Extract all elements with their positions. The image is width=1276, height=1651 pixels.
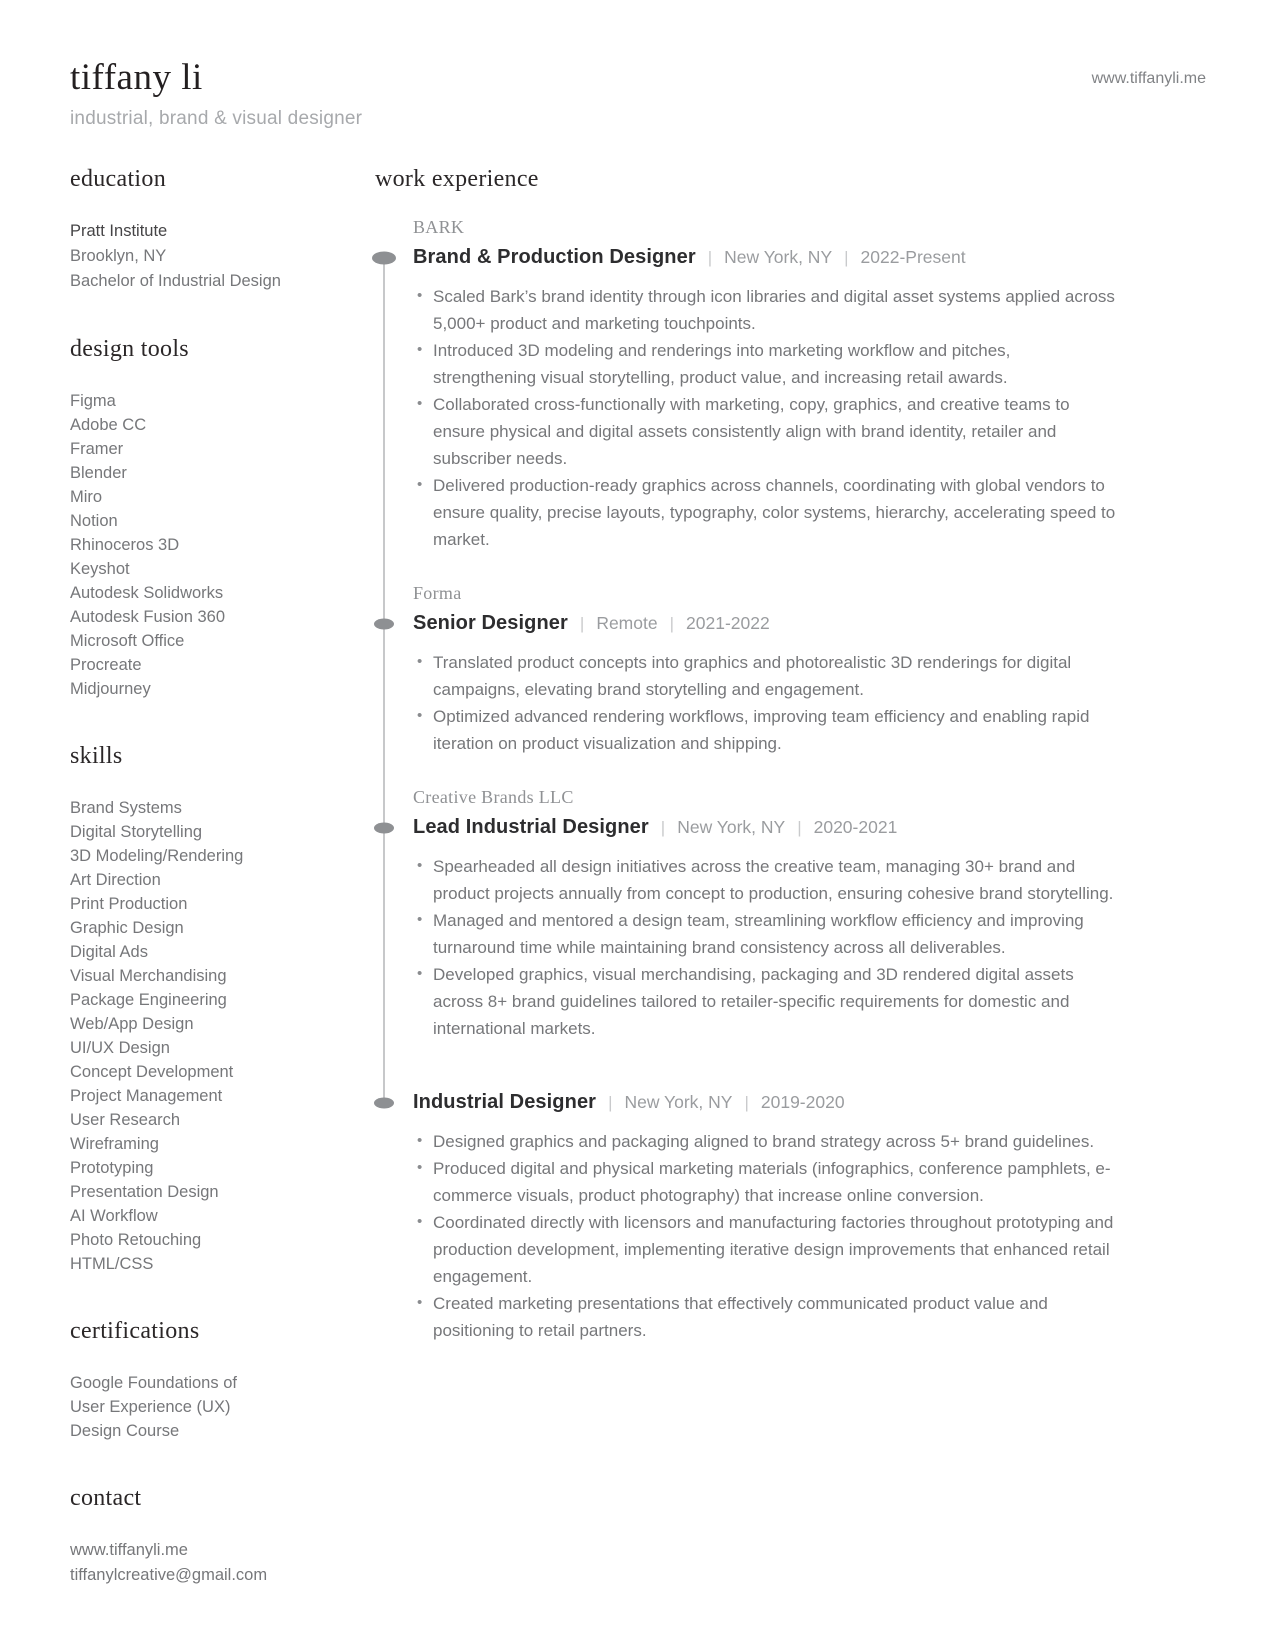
job-bullet: • Developed graphics, visual merchandising, packaging and 3D rendered digital assets across 8+ brand guidelines tailored to retailer-specific requirements for domestic and international markets. bbox=[413, 961, 1118, 1042]
job-location: New York, NY bbox=[724, 247, 833, 267]
website-link[interactable]: www.tiffanyli.me bbox=[1091, 70, 1206, 87]
separator: | bbox=[608, 1093, 613, 1112]
job-bullets bbox=[413, 1128, 1118, 1344]
job-dates: 2021-2022 bbox=[686, 613, 770, 633]
job-bullet: • Coordinated directly with licensors and manufacturing factories throughout prototyping and production development, implementing iterative design improvements that enhanced retail engagement. bbox=[413, 1209, 1118, 1290]
certifications-section bbox=[70, 1318, 375, 1443]
design-tool-item: Notion bbox=[70, 512, 118, 530]
job-bullet: • Scaled Bark’s brand identity through icon libraries and digital asset systems applied across 5,000+ product and marketing touchpoints. bbox=[413, 283, 1118, 337]
job-bullet: • Designed graphics and packaging aligned to brand strategy across 5+ brand guidelines. bbox=[413, 1128, 1118, 1155]
skill-item: 3D Modeling/Rendering bbox=[70, 847, 244, 865]
job-role: Industrial Designer bbox=[413, 1091, 597, 1113]
separator: | bbox=[579, 614, 585, 633]
contact-email-link[interactable]: tiffanylcreative@gmail.com bbox=[70, 1566, 268, 1584]
education-section bbox=[70, 166, 375, 294]
contact-title: contact bbox=[70, 1485, 142, 1511]
job-company: Creative Brands LLC bbox=[413, 787, 574, 807]
timeline-dot-icon bbox=[372, 251, 396, 264]
skill-item: UI/UX Design bbox=[70, 1039, 170, 1057]
work-experience-title: work experience bbox=[375, 166, 539, 192]
skill-item: Digital Storytelling bbox=[70, 823, 203, 841]
job-entry-industrial-designer bbox=[375, 1042, 1206, 1344]
job-dates: 2019-2020 bbox=[760, 1092, 845, 1112]
certification-item: Google Foundations of User Experience (UX) Design Course bbox=[70, 1374, 237, 1440]
design-tool-item: Keyshot bbox=[70, 560, 130, 578]
skill-item: Presentation Design bbox=[70, 1183, 219, 1201]
design-tool-item: Blender bbox=[70, 464, 127, 482]
design-tool-item: Miro bbox=[70, 488, 103, 506]
skill-item: HTML/CSS bbox=[70, 1255, 154, 1273]
design-tools-title: design tools bbox=[70, 336, 189, 362]
design-tool-item: Framer bbox=[70, 440, 124, 458]
job-dates: 2022-Present bbox=[860, 247, 966, 267]
header bbox=[70, 56, 1206, 130]
education-title: education bbox=[70, 166, 166, 192]
timeline-dot-icon bbox=[374, 822, 394, 833]
design-tools-list bbox=[70, 389, 375, 701]
job-location: New York, NY bbox=[624, 1092, 733, 1112]
education-degree: Bachelor of Industrial Design bbox=[70, 272, 281, 290]
skill-item: Photo Retouching bbox=[70, 1231, 202, 1249]
skill-item: Package Engineering bbox=[70, 991, 227, 1009]
job-entry-creative-brands bbox=[375, 757, 1206, 1042]
job-role-row bbox=[413, 813, 1206, 842]
contact-website-link[interactable]: www.tiffanyli.me bbox=[70, 1541, 188, 1559]
skill-item: Graphic Design bbox=[70, 919, 184, 937]
skill-item: Concept Development bbox=[70, 1063, 234, 1081]
separator: | bbox=[744, 1093, 749, 1112]
design-tool-item: Autodesk Solidworks bbox=[70, 584, 224, 602]
timeline-dot-icon bbox=[374, 1097, 394, 1108]
separator: | bbox=[707, 248, 713, 267]
contact-section bbox=[70, 1485, 375, 1588]
separator: | bbox=[660, 818, 666, 837]
job-role: Senior Designer bbox=[413, 612, 568, 634]
job-bullet: • Collaborated cross-functionally with marketing, copy, graphics, and creative teams to ensure physical and digital assets consistently align with brand identity, retailer and subscriber needs. bbox=[413, 391, 1118, 472]
job-bullet: • Introduced 3D modeling and renderings into marketing workflow and pitches, strengthening visual storytelling, product value, and increasing retail awards. bbox=[413, 337, 1118, 391]
skills-title: skills bbox=[70, 743, 123, 769]
job-entry-bark bbox=[375, 217, 1206, 553]
job-location: Remote bbox=[596, 613, 658, 633]
skill-item: Art Direction bbox=[70, 871, 161, 889]
certifications-title: certifications bbox=[70, 1318, 200, 1344]
skill-item: AI Workflow bbox=[70, 1207, 158, 1225]
design-tool-item: Rhinoceros 3D bbox=[70, 536, 180, 554]
person-title: industrial, brand & visual designer bbox=[70, 108, 363, 129]
job-bullets bbox=[413, 283, 1118, 553]
job-bullet: • Optimized advanced rendering workflows, improving team efficiency and enabling rapid iteration on product visualization and shipping. bbox=[413, 703, 1118, 757]
job-bullet: • Managed and mentored a design team, streamlining workflow efficiency and improving turnaround time while maintaining brand consistency across all deliverables. bbox=[413, 907, 1118, 961]
job-role: Lead Industrial Designer bbox=[413, 816, 649, 838]
person-name: tiffany li bbox=[70, 57, 203, 98]
design-tool-item: Midjourney bbox=[70, 680, 151, 698]
job-bullet: • Spearheaded all design initiatives across the creative team, managing 30+ brand and product projects annually from concept to production, ensuring cohesive brand storytelling. bbox=[413, 853, 1118, 907]
education-school: Pratt Institute bbox=[70, 222, 168, 240]
skills-list bbox=[70, 796, 375, 1276]
skill-item: Digital Ads bbox=[70, 943, 148, 961]
job-bullets bbox=[413, 649, 1118, 757]
left-sidebar bbox=[70, 166, 375, 1630]
job-bullet: • Delivered production-ready graphics across channels, coordinating with global vendors to ensure quality, precise layouts, typography, color systems, hierarchy, accelerating speed to market. bbox=[413, 472, 1118, 553]
skill-item: Project Management bbox=[70, 1087, 223, 1105]
skills-section bbox=[70, 743, 375, 1276]
job-bullets bbox=[413, 853, 1118, 1042]
skill-item: Brand Systems bbox=[70, 799, 182, 817]
design-tool-item: Figma bbox=[70, 392, 116, 410]
header-identity bbox=[70, 56, 362, 130]
separator: | bbox=[669, 614, 675, 633]
design-tool-item: Autodesk Fusion 360 bbox=[70, 608, 226, 626]
job-role-row bbox=[413, 1088, 1206, 1117]
skill-item: Web/App Design bbox=[70, 1015, 194, 1033]
job-company: BARK bbox=[413, 217, 465, 237]
education-location: Brooklyn, NY bbox=[70, 247, 167, 265]
skill-item: Print Production bbox=[70, 895, 188, 913]
job-dates: 2020-2021 bbox=[813, 817, 898, 837]
skill-item: User Research bbox=[70, 1111, 181, 1129]
separator: | bbox=[844, 248, 849, 267]
skill-item: Visual Merchandising bbox=[70, 967, 227, 985]
job-bullet: • Created marketing presentations that effectively communicated product value and positioning to retail partners. bbox=[413, 1290, 1118, 1344]
design-tool-item: Microsoft Office bbox=[70, 632, 185, 650]
job-role: Brand & Production Designer bbox=[413, 246, 696, 268]
design-tool-item: Procreate bbox=[70, 656, 142, 674]
jobs-timeline bbox=[375, 217, 1206, 1344]
design-tool-item: Adobe CC bbox=[70, 416, 147, 434]
job-location: New York, NY bbox=[677, 817, 786, 837]
job-company: Forma bbox=[413, 583, 462, 603]
job-role-row bbox=[413, 609, 1206, 638]
skill-item: Wireframing bbox=[70, 1135, 159, 1153]
skill-item: Prototyping bbox=[70, 1159, 154, 1177]
job-bullet: • Produced digital and physical marketing materials (infographics, conference pamphlets, e-commerce visuals, product photography) that increase online conversion. bbox=[413, 1155, 1118, 1209]
job-role-row bbox=[413, 243, 1206, 272]
job-bullet: • Translated product concepts into graphics and photorealistic 3D renderings for digital campaigns, elevating brand storytelling and engagement. bbox=[413, 649, 1118, 703]
content-columns bbox=[70, 166, 1206, 1630]
timeline-dot-icon bbox=[374, 618, 394, 629]
separator: | bbox=[797, 818, 802, 837]
work-experience-column bbox=[375, 166, 1206, 1630]
job-entry-forma bbox=[375, 553, 1206, 757]
design-tools-section bbox=[70, 336, 375, 701]
